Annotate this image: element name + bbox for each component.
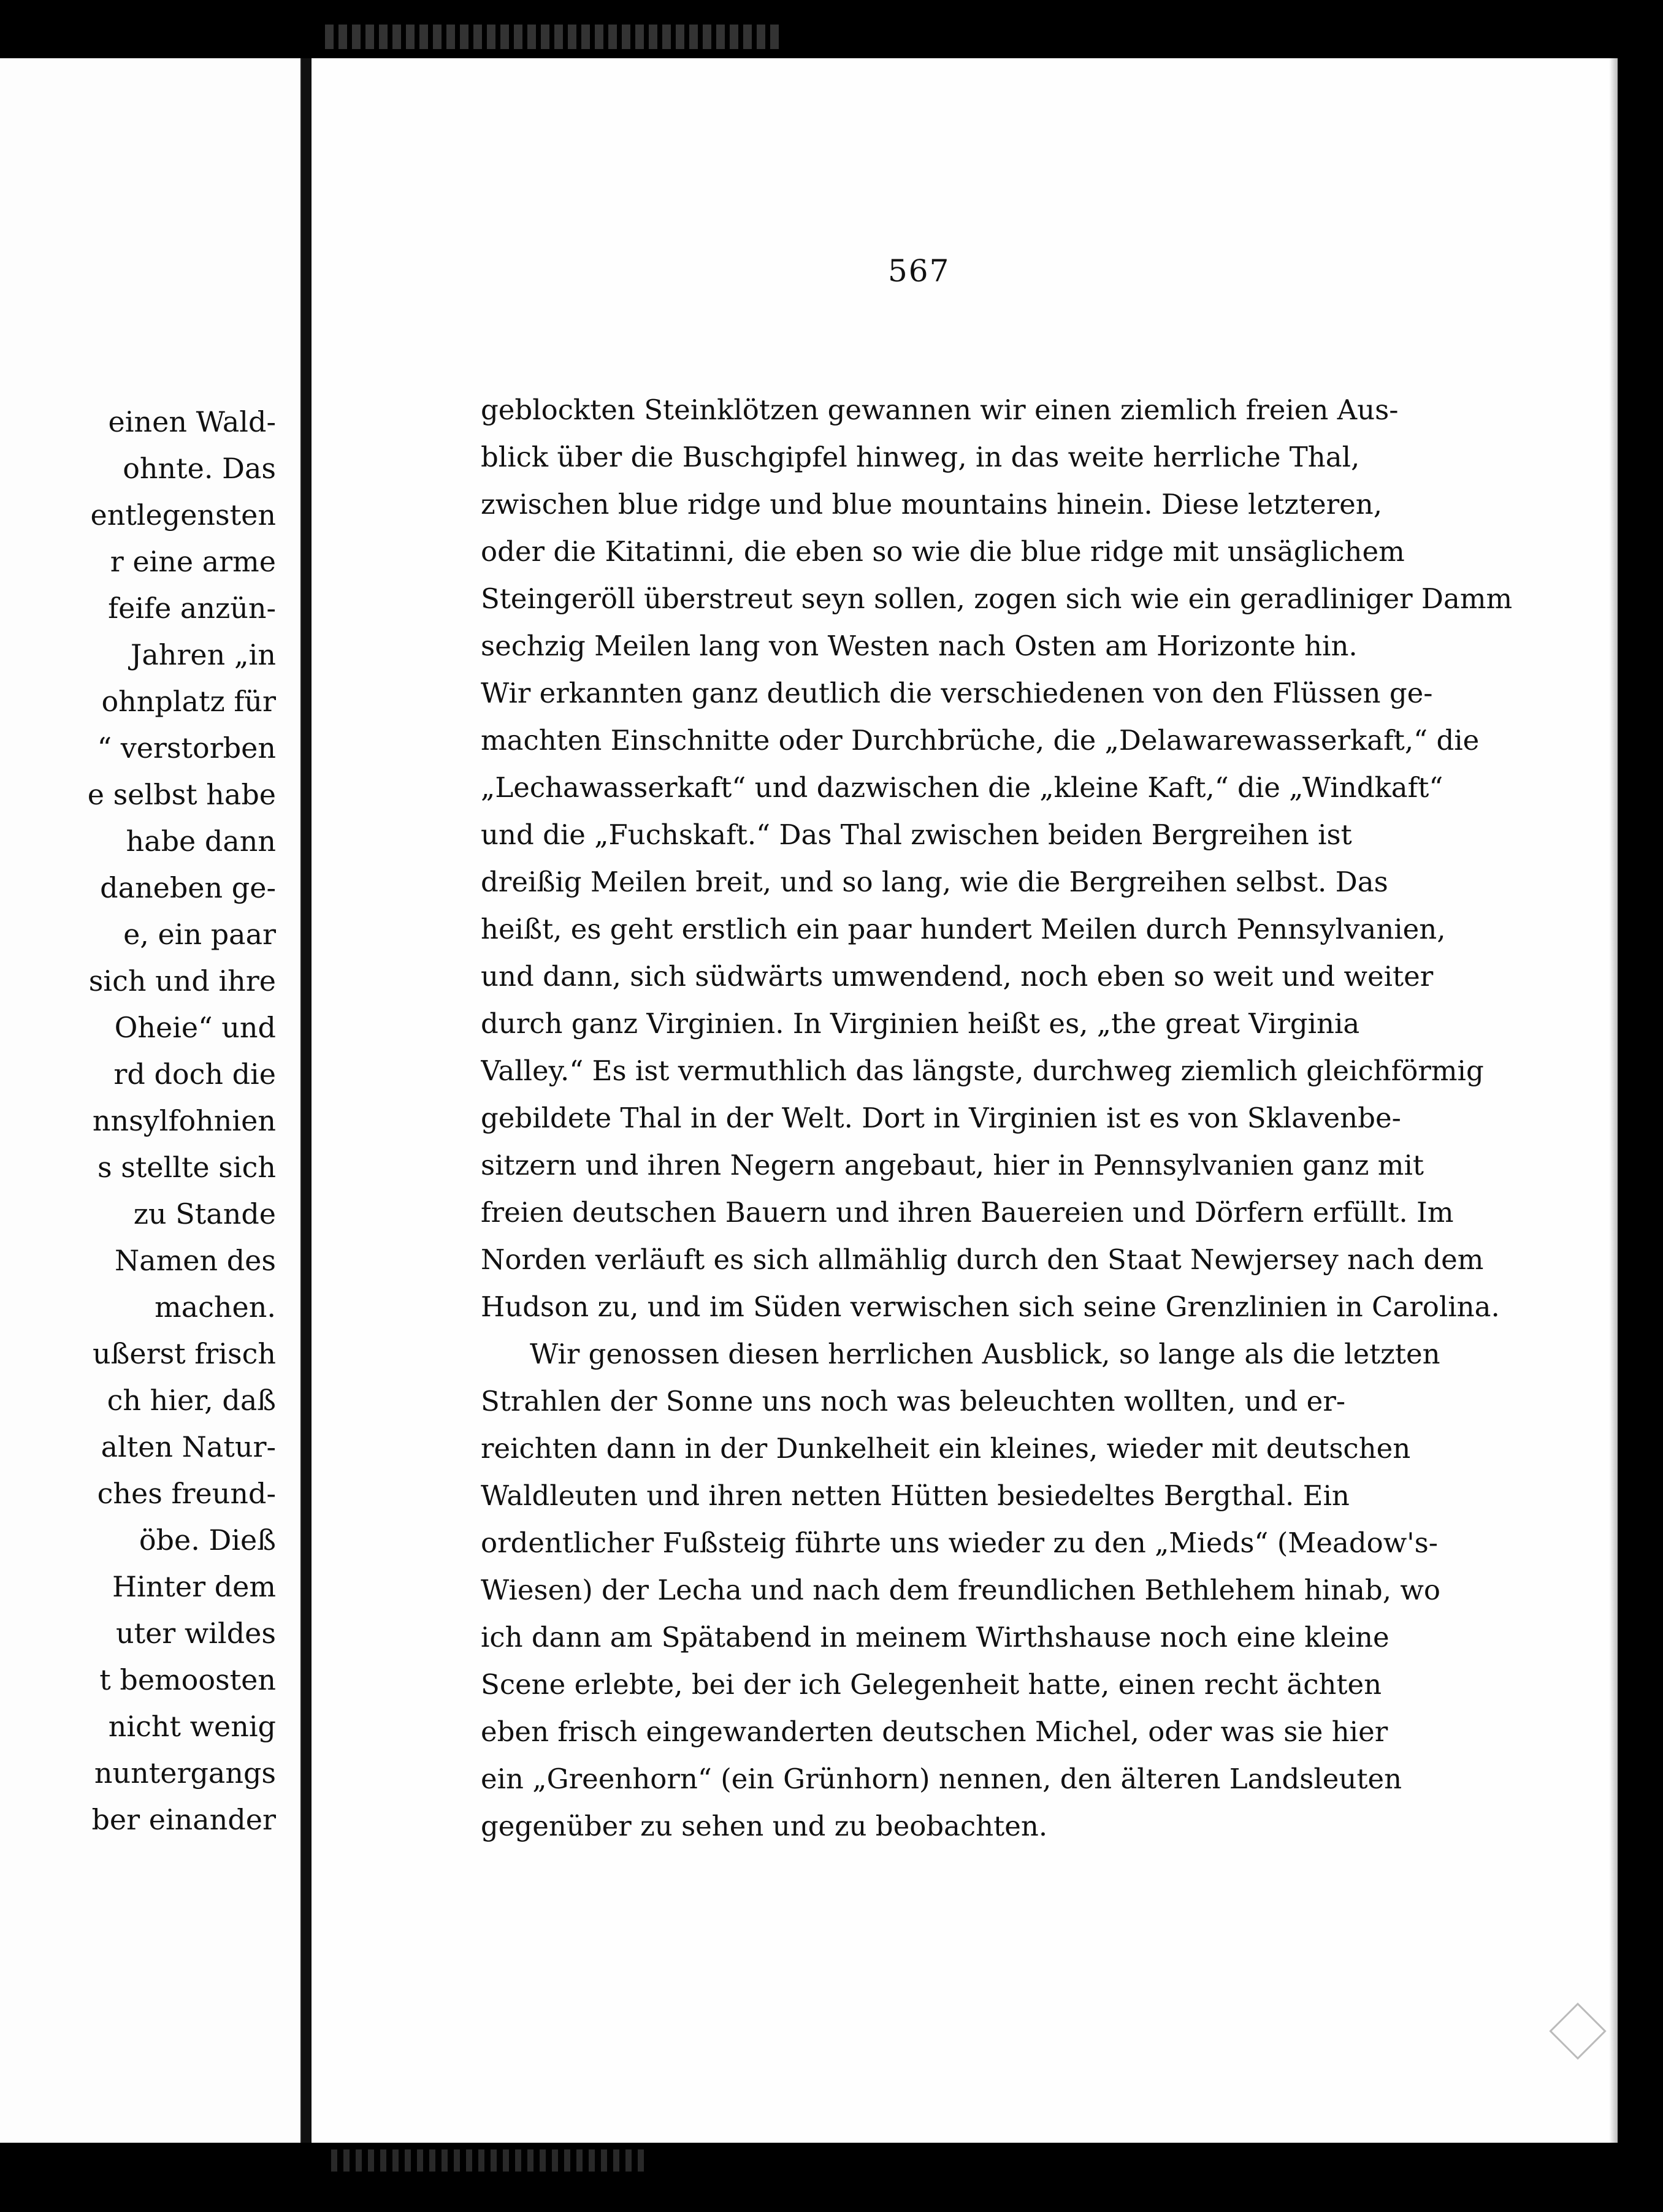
text-line: sechzig Meilen lang von Westen nach Osten am Horizonte hin. [481, 630, 1358, 662]
text-line: „Lechawasserkaft“ und dazwischen die „kleine Kaft,“ die „Windkaft“ [481, 771, 1443, 804]
left-line: e selbst habe [87, 778, 276, 811]
left-line: entlegensten [90, 498, 276, 532]
scan-noise-top [325, 25, 779, 49]
left-line: “ verstorben [97, 731, 276, 765]
text-line: eben frisch eingewanderten deutschen Michel, oder was sie hier [481, 1715, 1388, 1748]
left-line: uter wildes [115, 1617, 276, 1650]
left-line: rd doch die [113, 1058, 276, 1091]
text-line: heißt, es geht erstlich ein paar hundert Meilen durch Pennsylvanien, [481, 913, 1446, 945]
scan-noise-bottom [331, 2149, 650, 2172]
page-edge-shadow [1609, 58, 1618, 2143]
text-line: oder die Kitatinni, die eben so wie die blue ridge mit unsäglichem [481, 535, 1405, 568]
left-line: sich und ihre [88, 964, 276, 997]
right-page [312, 58, 1618, 2143]
left-line: habe dann [126, 825, 276, 858]
text-line: Scene erlebte, bei der ich Gelegenheit hatte, einen recht ächten [481, 1668, 1382, 1701]
left-line: Namen des [114, 1244, 276, 1277]
left-line: e, ein paar [123, 918, 276, 951]
left-line: nuntergangs [94, 1756, 276, 1790]
text-line: ordentlicher Fußsteig führte uns wieder zu den „Mieds“ (Meadow's- [481, 1527, 1438, 1559]
text-line: machten Einschnitte oder Durchbrüche, die „Delawarewasserkaft,“ die [481, 724, 1480, 757]
left-line: s stellte sich [97, 1151, 276, 1184]
left-line: ußerst frisch [93, 1337, 276, 1370]
text-line: ein „Greenhorn“ (ein Grünhorn) nennen, den älteren Landsleuten [481, 1763, 1402, 1795]
left-line: ber einander [91, 1803, 276, 1836]
text-line: Wir erkannten ganz deutlich die verschiedenen von den Flüssen ge- [481, 677, 1433, 709]
left-line: zu Stande [133, 1197, 276, 1230]
text-line: Steingeröll überstreut seyn sollen, zogen sich wie ein geradliniger Damm [481, 582, 1513, 615]
left-page-text [88, 399, 276, 1843]
text-line: blick über die Buschgipfel hinweg, in das weite herrliche Thal, [481, 441, 1360, 473]
text-line: freien deutschen Bauern und ihren Bauereien und Dörfern erfüllt. Im [481, 1196, 1454, 1229]
left-line: Hinter dem [112, 1570, 276, 1603]
left-page [0, 58, 302, 2143]
left-line: einen Wald- [108, 405, 276, 438]
left-line: Oheie“ und [114, 1011, 276, 1044]
text-line: dreißig Meilen breit, und so lang, wie die Bergreihen selbst. Das [481, 866, 1388, 898]
text-line: Norden verläuft es sich allmählig durch den Staat Newjersey nach dem [481, 1243, 1484, 1276]
text-line: Waldleuten und ihren netten Hütten besiedeltes Bergthal. Ein [481, 1479, 1350, 1512]
left-line: ohnte. Das [123, 452, 276, 485]
page-number: 567 [888, 253, 950, 289]
left-line: nnsylfohnien [92, 1104, 276, 1137]
left-line: daneben ge- [100, 871, 276, 904]
text-line: gegenüber zu sehen und zu beobachten. [481, 1810, 1048, 1842]
text-line: Hudson zu, und im Süden verwischen sich seine Grenzlinien in Carolina. [481, 1291, 1500, 1323]
left-line: alten Natur- [101, 1430, 276, 1463]
left-line: Jahren „in [130, 638, 276, 671]
left-line: t bemoosten [99, 1663, 276, 1696]
left-line: ches freund- [97, 1477, 276, 1510]
right-page-text [481, 386, 1618, 1850]
left-line: feife anzün- [108, 592, 276, 625]
paragraph-start-line: Wir genossen diesen herrlichen Ausblick, so lange als die letzten [530, 1338, 1440, 1370]
text-line: ich dann am Spätabend in meinem Wirthshause noch eine kleine [481, 1621, 1390, 1653]
text-line: reichten dann in der Dunkelheit ein kleines, wieder mit deutschen [481, 1432, 1411, 1465]
left-line: ch hier, daß [107, 1384, 276, 1417]
text-line: geblockten Steinklötzen gewannen wir einen ziemlich freien Aus- [481, 394, 1399, 426]
text-line: durch ganz Virginien. In Virginien heißt es, „the great Virginia [481, 1007, 1360, 1040]
page-gutter [302, 58, 312, 2143]
text-line: Valley.“ Es ist vermuthlich das längste, durchweg ziemlich gleichförmig [481, 1055, 1484, 1087]
text-line: Strahlen der Sonne uns noch was beleuchten wollten, und er- [481, 1385, 1346, 1417]
left-line: nicht wenig [108, 1710, 276, 1743]
text-line: zwischen blue ridge und blue mountains hinein. Diese letzteren, [481, 488, 1383, 521]
left-line: ohnplatz für [101, 685, 276, 718]
text-line: gebildete Thal in der Welt. Dort in Virginien ist es von Sklavenbe- [481, 1102, 1401, 1134]
text-line: und dann, sich südwärts umwendend, noch eben so weit und weiter [481, 960, 1434, 993]
text-line: und die „Fuchskaft.“ Das Thal zwischen beiden Bergreihen ist [481, 818, 1352, 851]
left-line: machen. [155, 1291, 276, 1324]
text-line: sitzern und ihren Negern angebaut, hier in Pennsylvanien ganz mit [481, 1149, 1424, 1181]
left-line: öbe. Dieß [139, 1524, 276, 1557]
left-line: r eine arme [110, 545, 276, 578]
text-line: Wiesen) der Lecha und nach dem freundlichen Bethlehem hinab, wo [481, 1574, 1440, 1606]
